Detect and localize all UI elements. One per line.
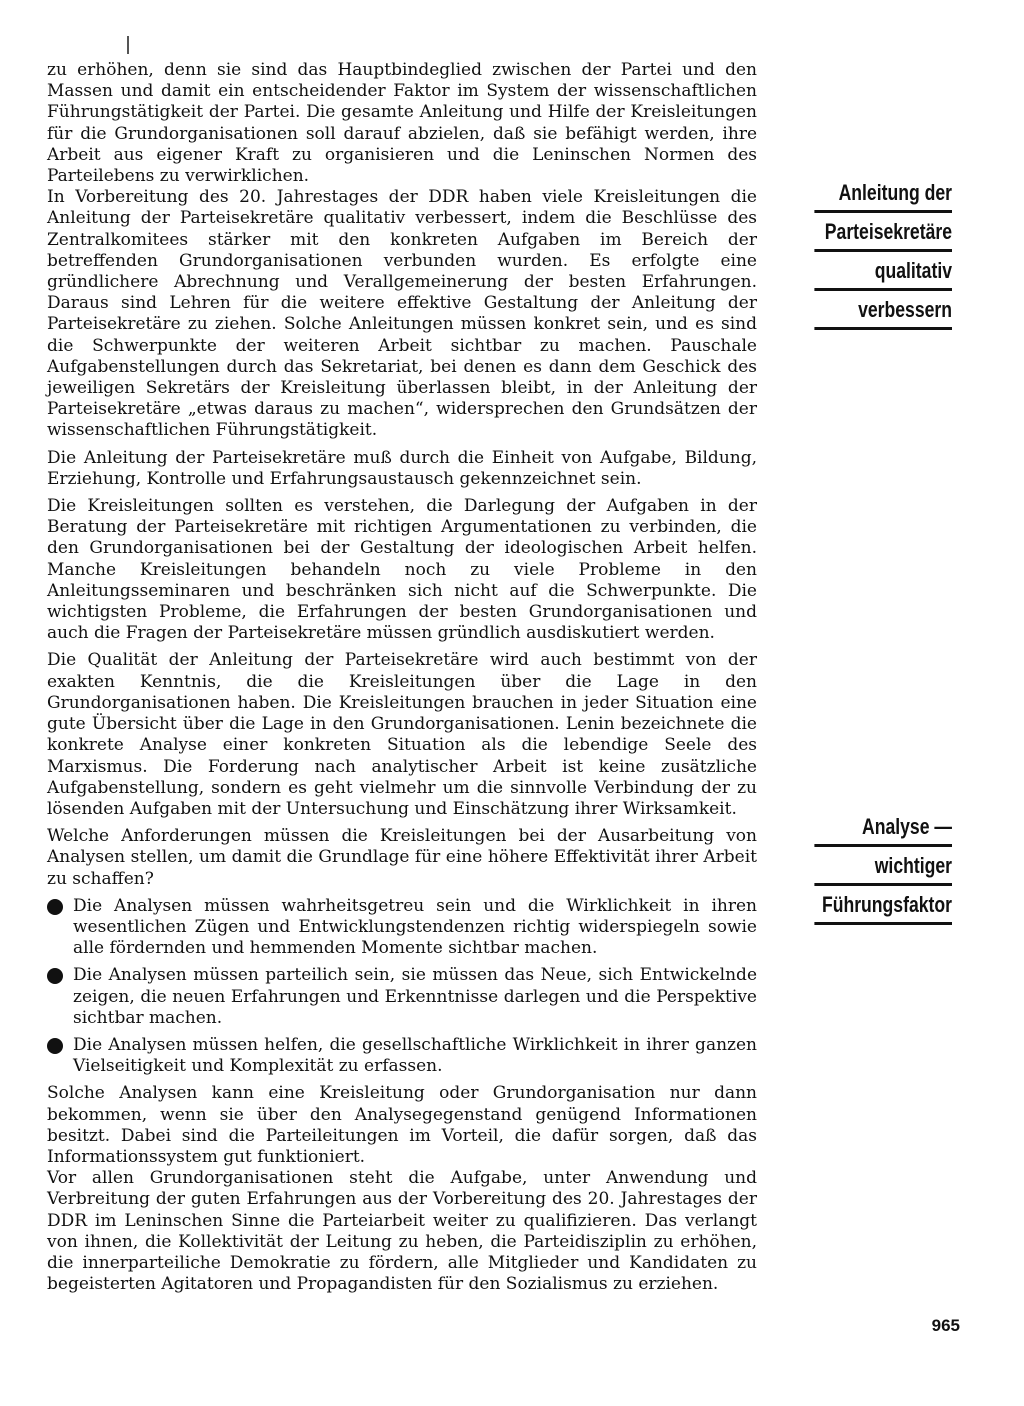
- paragraph: Die Kreisleitungen sollten es verstehen, die Darlegung der Aufgaben in der Beratung der Parteisekretäre mit richtigen Argumentationen zu verbinden, die den Grundorganisationen bei der Gestaltung der ideologischen Arbeit helfen. Manche Kreisleitungen behandeln noch zu viele Probleme in den Anleitungsseminaren und beschränken sich nicht auf die Schwerpunkte. Die wichtigsten Probleme, die Erfahrungen der besten Grundorganisationen und auch die Fragen der Parteisekretäre müssen gründlich ausdiskutiert werden.: [47, 496, 757, 644]
- bullet-item: [47, 896, 757, 960]
- paragraph: Die Anleitung der Parteisekretäre muß durch die Einheit von Aufgabe, Bildung, Erziehung, Kontrolle und Erfahrungsaustausch gekennzeichnet sein.: [47, 447, 757, 489]
- marginal-heading-line: Führungsfaktor: [814, 886, 952, 925]
- marginal-heading-line: Anleitung der: [814, 174, 952, 213]
- marginal-heading-line: verbessern: [814, 291, 952, 330]
- scan-artifact-mark: [127, 36, 129, 54]
- bullet-icon: [47, 1038, 63, 1054]
- paragraph: In Vorbereitung des 20. Jahrestages der DDR haben viele Kreisleitungen die Anleitung der Parteisekretäre qualitativ verbessert, indem die Beschlüsse des Zentralkomitees stärker mit den konkreten Aufgaben im Bereich der betreffenden Grundorganisationen verbunden wurden. Es erfolgte eine gründlichere Abrechnung und Verallgemeinerung der besten Erfahrungen. Daraus sind Lehren für die weitere effektive Gestaltung der Anleitung der Parteisekretäre zu ziehen. Solche Anleitungen müssen konkret sein, und es sind die Schwerpunkte der weiteren Arbeit sichtbar zu machen. Pauschale Aufgabenstellungen durch das Sekretariat, bei denen es dann dem Geschick des jeweiligen Sekretärs der Kreisleitung überlassen bleibt, in der Anleitung der Parteisekretäre „etwas daraus zu machen“, widersprechen den Grundsätzen der wissenschaftlichen Führungstätigkeit.: [47, 187, 757, 441]
- bullet-text: Die Analysen müssen helfen, die gesellschaftliche Wirklichkeit in ihrer ganzen Vielseitigkeit und Komplexität zu erfassen.: [73, 1034, 757, 1077]
- paragraph: Vor allen Grundorganisationen steht die Aufgabe, unter Anwendung und Verbreitung der guten Erfahrungen aus der Vorbereitung des 20. Jahrestages der DDR im Leninschen Sinne die Parteiarbeit weiter zu qualifizieren. Das verlangt von ihnen, die Kollektivität der Leitung zu heben, die Parteidisziplin zu erhöhen, die innerparteiliche Demokratie zu fördern, alle Mitglieder und Kandidaten zu begeisterten Agitatoren und Propagandisten für den Sozialismus zu erziehen.: [47, 1168, 757, 1295]
- bullet-text: Die Analysen müssen parteilich sein, sie müssen das Neue, sich Entwickelnde zeigen, die neuen Erfahrungen und Erkenntnisse darlegen und die Perspektive sichtbar machen.: [73, 965, 757, 1028]
- marginal-heading-line: wichtiger: [814, 847, 952, 886]
- paragraph: zu erhöhen, denn sie sind das Hauptbindeglied zwischen der Partei und den Massen und damit ein entscheidender Faktor im System der wissenschaftlichen Führungstätigkeit der Partei. Die gesamte Anleitung und Hilfe der Kreisleitungen für die Grundorganisationen soll darauf abzielen, daß sie befähigt werden, ihre Arbeit aus eigener Kraft zu organisieren und die Leninschen Normen des Parteilebens zu verwirklichen.: [47, 60, 757, 187]
- bullet-text: Die Analysen müssen wahrheitsgetreu sein und die Wirklichkeit in ihren wesentlichen Zügen und Entwicklungstendenzen richtig widerspiegeln sowie alle fördernden und hemmenden Momente sichtbar machen.: [73, 895, 757, 959]
- bullet-item: [47, 1035, 757, 1077]
- bullet-icon: [47, 968, 63, 984]
- marginal-heading-line: qualitativ: [814, 252, 952, 291]
- marginal-heading-line: Analyse —: [814, 808, 952, 847]
- page-number: 965: [931, 1316, 960, 1335]
- paragraph: Solche Analysen kann eine Kreisleitung oder Grundorganisation nur dann bekommen, wenn sie über den Analysegegenstand genügend Informationen besitzt. Dabei sind die Parteileitungen im Vorteil, die dafür sorgen, daß das Informationssystem gut funktioniert.: [47, 1083, 757, 1167]
- paragraph: Welche Anforderungen müssen die Kreisleitungen bei der Ausarbeitung von Analysen stellen, um damit die Grundlage für eine höhere Effektivität ihrer Arbeit zu schaffen?: [47, 826, 757, 889]
- paragraph: Die Qualität der Anleitung der Parteisekretäre wird auch bestimmt von der exakten Kenntnis, die die Kreisleitungen über die Lage in den Grundorganisationen haben. Die Kreisleitungen brauchen in jeder Situation eine gute Übersicht über die Lage in den Grundorganisationen. Lenin bezeichnete die konkrete Analyse einer konkreten Situation als die lebendige Seele des Marxismus. Die Forderung nach analytischer Arbeit ist keine zusätzliche Aufgabenstellung, sondern es geht vielmehr um die sinnvolle Verbindung der zu lösenden Aufgaben mit der Untersuchung und Einschätzung ihrer Wirksamkeit.: [47, 650, 757, 819]
- marginal-heading-line: Parteisekretäre: [814, 213, 952, 252]
- marginal-heading-guidance: [814, 174, 952, 330]
- bullet-item: [47, 965, 757, 1029]
- bullet-icon: [47, 899, 63, 915]
- main-text-column: [47, 60, 757, 1301]
- marginal-heading-analysis: [814, 808, 952, 925]
